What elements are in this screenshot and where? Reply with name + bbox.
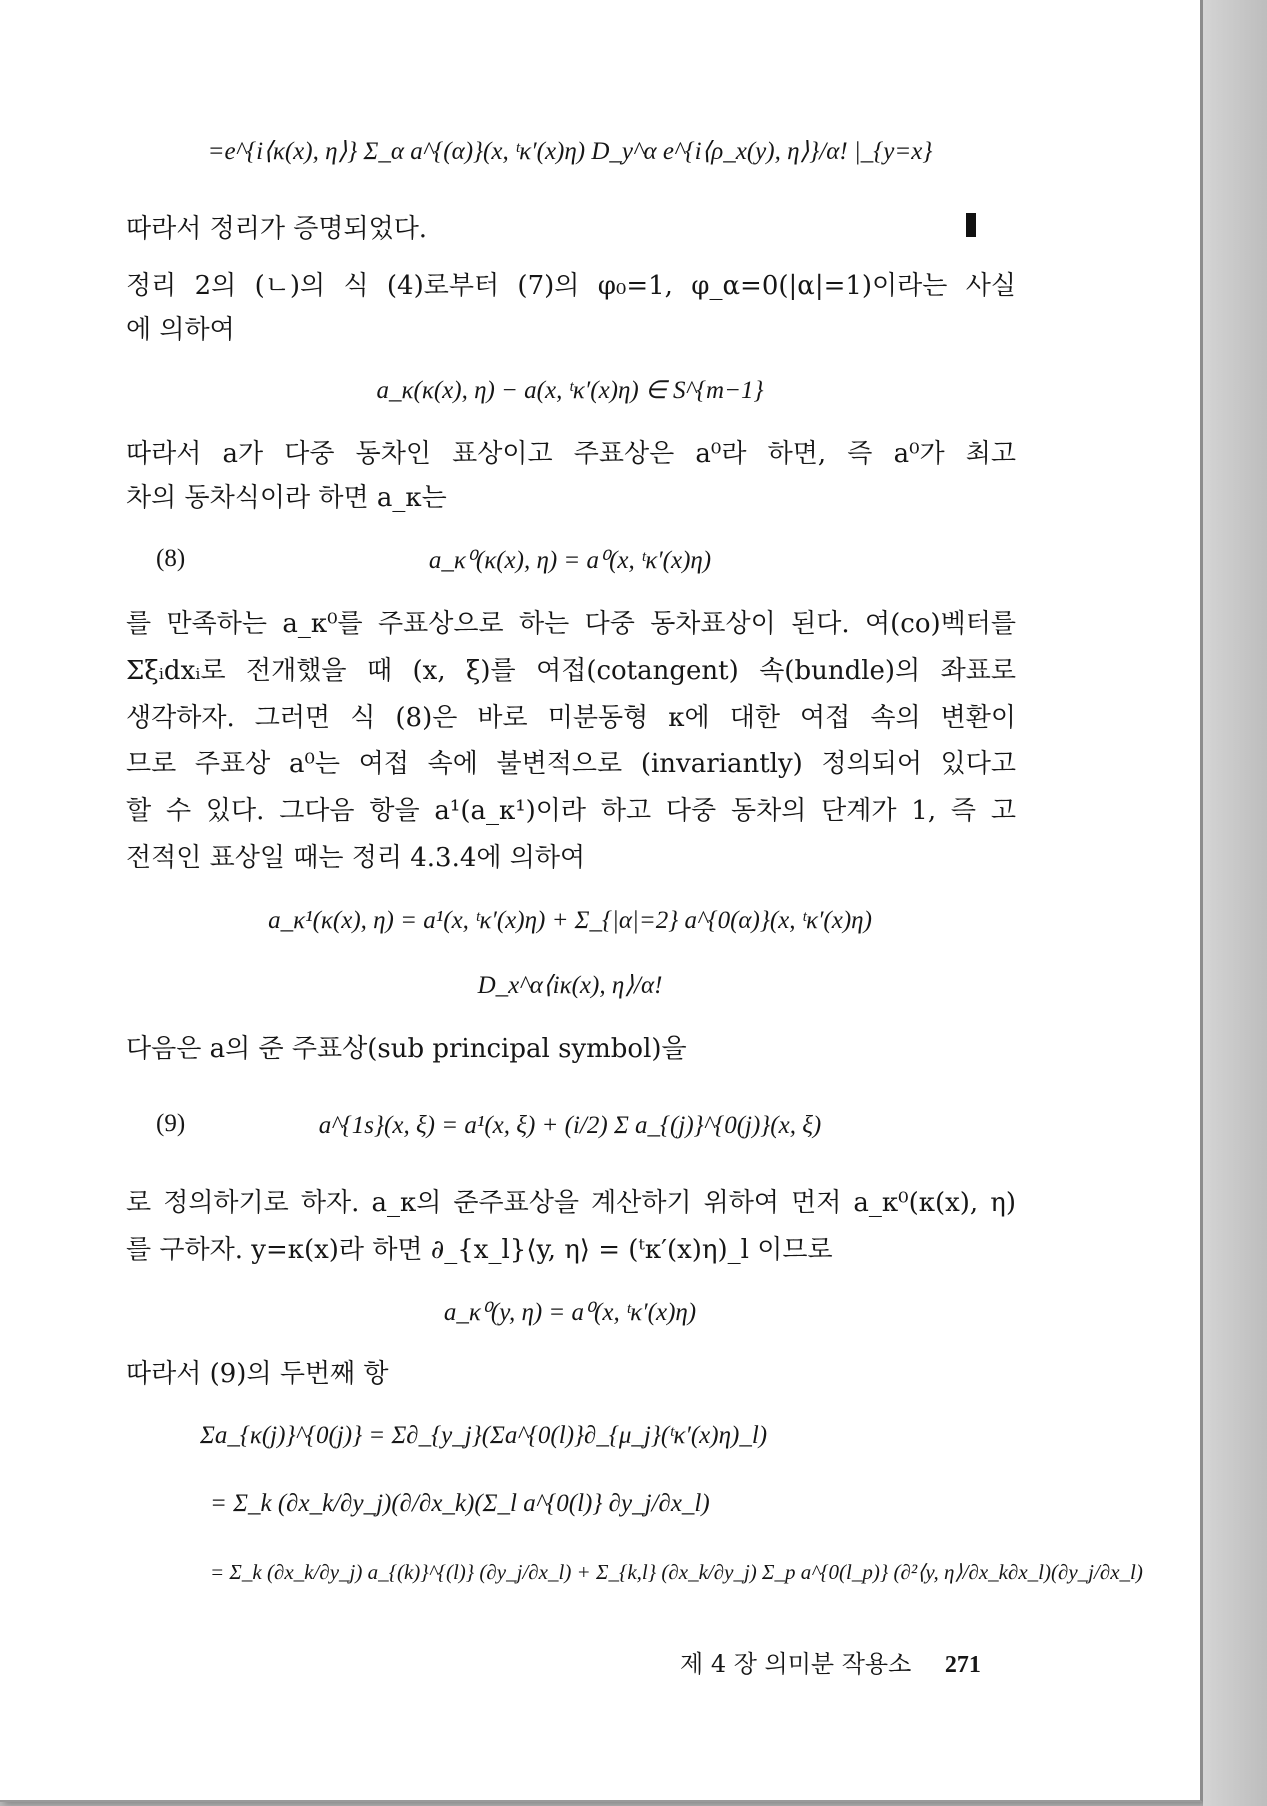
equation-a1: a_κ¹(κ(x), η) = a¹(x, ᵗκ′(x)η) + Σ_{|α|=2} a^{0(α)}(x, ᵗκ′(x)η) <box>268 907 872 934</box>
paragraph-line: 정리 2의 (ㄴ)의 식 (4)로부터 (7)의 φ₀=1, φ_α=0(|α|=1)이라는 사실 <box>126 271 1016 301</box>
paragraph-line: 를 구하자. y=κ(x)라 하면 ∂_{x_l}⟨y, η⟩ = (ᵗκ′(x)η)_l 이므로 <box>126 1235 833 1265</box>
equation-label-9: (9) <box>156 1110 186 1137</box>
paragraph-line: 따라서 (9)의 두번째 항 <box>126 1359 389 1389</box>
paragraph-line: 차의 동차식이라 하면 a_κ는 <box>126 483 447 513</box>
paragraph-line: 따라서 a가 다중 동차인 표상이고 주표상은 a⁰라 하면, 즉 a⁰가 최고 <box>126 439 1016 469</box>
equation-a0: a_κ⁰(y, η) = a⁰(x, ᵗκ′(x)η) <box>443 1299 697 1326</box>
paragraph-line: 전적인 표상일 때는 정리 4.3.4에 의하여 <box>126 843 586 873</box>
equation-8: a_κ⁰(κ(x), η) = a⁰(x, ᵗκ′(x)η) <box>428 547 712 574</box>
paragraph-line: Σξᵢdxᵢ로 전개했을 때 (x, ξ)를 여접(cotangent) 속(bundle)의 좌표로 <box>126 656 1016 686</box>
paragraph-proof-end: 따라서 정리가 증명되었다. <box>126 214 428 244</box>
page-footer <box>680 1644 981 1679</box>
equation-sum-3: = Σ_k (∂x_k/∂y_j) a_{(k)}^{(l)} (∂y_j/∂x_l) + Σ_{k,l} (∂x_k/∂y_j) Σ_p a^{0(l_p)} (∂²⟨y, η⟩/∂x_k∂x_l)(∂y_j/∂x_l) <box>210 1560 1143 1584</box>
equation-sum-2: = Σ_k (∂x_k/∂y_j)(∂/∂x_k)(Σ_l a^{0(l)} ∂y_j/∂x_l) <box>210 1490 710 1517</box>
equation-difference: a_κ(κ(x), η) − a(x, ᵗκ′(x)η) ∈ S^{m−1} <box>376 377 764 404</box>
chapter-title: 제 4 장 의미분 작용소 <box>680 1650 912 1678</box>
equation-top: =e^{i⟨κ(x), η⟩} Σ_α a^{(α)}(x, ᵗκ′(x)η) D_y^α e^{i⟨ρ_x(y), η⟩}/α! |_{y=x} <box>207 138 933 165</box>
page-edge <box>1203 0 1267 1806</box>
paragraph-line: 할 수 있다. 그다음 항을 a¹(a_κ¹)이라 하고 다중 동차의 단계가 1, 즉 고 <box>126 796 1016 826</box>
equation-a1-continued: D_x^α⟨iκ(x), η⟩/α! <box>477 972 663 999</box>
paragraph-line: 므로 주표상 a⁰는 여접 속에 불변적으로 (invariantly) 정의되어 있다고 <box>126 749 1016 779</box>
paragraph-line: 로 정의하기로 하자. a_κ의 준주표상을 계산하기 위하여 먼저 a_κ⁰(κ(x), η) <box>126 1188 1016 1218</box>
equation-sum-1: Σa_{κ(j)}^{0(j)} = Σ∂_{y_j}(Σa^{0(l)}∂_{μ_j}(ᵗκ′(x)η)_l) <box>200 1422 768 1449</box>
paragraph-line: 다음은 a의 준 주표상(sub principal symbol)을 <box>126 1034 687 1064</box>
paragraph-line: 를 만족하는 a_κ⁰를 주표상으로 하는 다중 동차표상이 된다. 여(co)벡터를 <box>126 609 1016 639</box>
paragraph-line: 에 의하여 <box>126 315 235 345</box>
equation-label-8: (8) <box>156 545 186 572</box>
equation-9: a^{1s}(x, ξ) = a¹(x, ξ) + (i/2) Σ a_{(j)}^{0(j)}(x, ξ) <box>318 1112 822 1139</box>
paragraph-line: 생각하자. 그러면 식 (8)은 바로 미분동형 κ에 대한 여접 속의 변환이 <box>126 703 1016 733</box>
qed-mark <box>966 213 976 237</box>
page-number: 271 <box>944 1652 981 1678</box>
